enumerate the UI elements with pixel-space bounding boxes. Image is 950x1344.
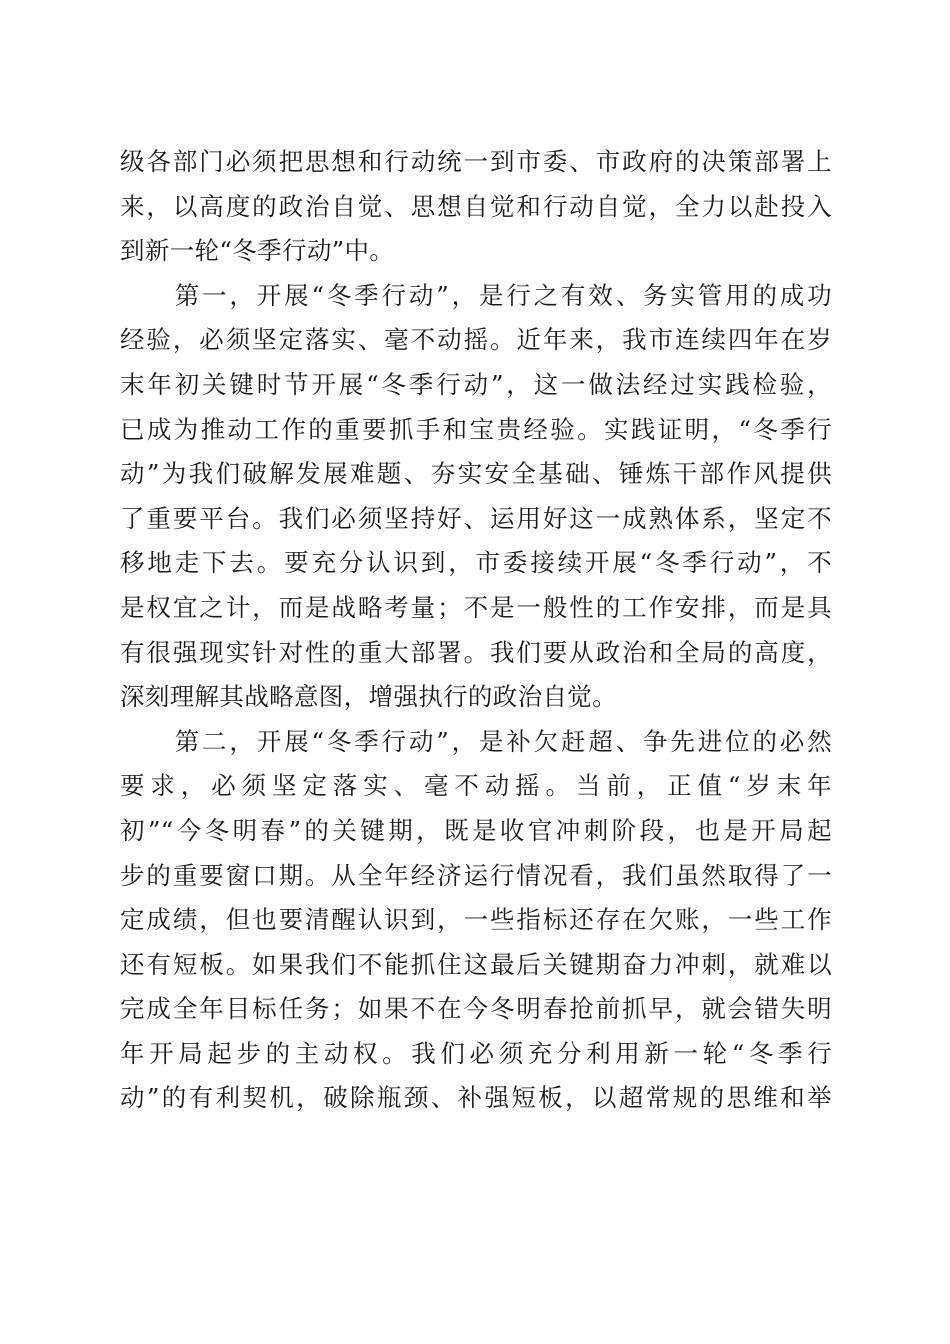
- text-line: 动”为我们破解发展难题、夯实安全基础、锤炼干部作风提供: [120, 459, 832, 489]
- text-line: 有很强现实针对性的重大部署。我们要从政治和全局的高度，: [120, 637, 832, 667]
- text-line: 动”的有利契机，破除瓶颈、补强短板，以超常规的思维和举: [120, 1083, 832, 1113]
- text-line: 还有短板。如果我们不能抓住这最后关键期奋力冲刺，就难以: [120, 949, 832, 979]
- text-line: 到新一轮“冬季行动”中。: [120, 236, 395, 266]
- text-line: 是权宜之计，而是战略考量；不是一般性的工作安排，而是具: [120, 592, 832, 622]
- text-line: 定成绩，但也要清醒认识到，一些指标还存在欠账，一些工作: [120, 905, 832, 935]
- document-body: [120, 140, 832, 1121]
- text-line: 来，以高度的政治自觉、思想自觉和行动自觉，全力以赴投入: [120, 191, 832, 221]
- text-line: 步的重要窗口期。从全年经济运行情况看，我们虽然取得了一: [120, 860, 832, 890]
- text-line: 要求，必须坚定落实、毫不动摇。当前，正值“岁末年: [120, 771, 832, 801]
- text-line: 了重要平台。我们必须坚持好、运用好这一成熟体系，坚定不: [120, 503, 832, 533]
- text-line: 深刻理解其战略意图，增强执行的政治自觉。: [120, 682, 617, 712]
- text-line: 末年初关键时节开展“冬季行动”，这一做法经过实践检验，: [120, 369, 832, 399]
- text-line: 经验，必须坚定落实、毫不动摇。近年来，我市连续四年在岁: [120, 325, 832, 355]
- text-line: 已成为推动工作的重要抓手和宝贵经验。实践证明，“冬季行: [120, 414, 832, 444]
- text-line: 移地走下去。要充分认识到，市委接续开展“冬季行动”，不: [120, 548, 832, 578]
- paragraph-start-line: 第一，开展“冬季行动”，是行之有效、务实管用的成功: [120, 280, 832, 310]
- text-line: 年开局起步的主动权。我们必须充分利用新一轮“冬季行: [120, 1038, 832, 1068]
- text-line: 完成全年目标任务；如果不在今冬明春抢前抓早，就会错失明: [120, 994, 832, 1024]
- text-line: 初”“今冬明春”的关键期，既是收官冲刺阶段，也是开局起: [120, 815, 832, 845]
- text-line: 级各部门必须把思想和行动统一到市委、市政府的决策部署上: [120, 147, 832, 176]
- paragraph-start-line: 第二，开展“冬季行动”，是补欠赶超、争先进位的必然: [120, 726, 832, 756]
